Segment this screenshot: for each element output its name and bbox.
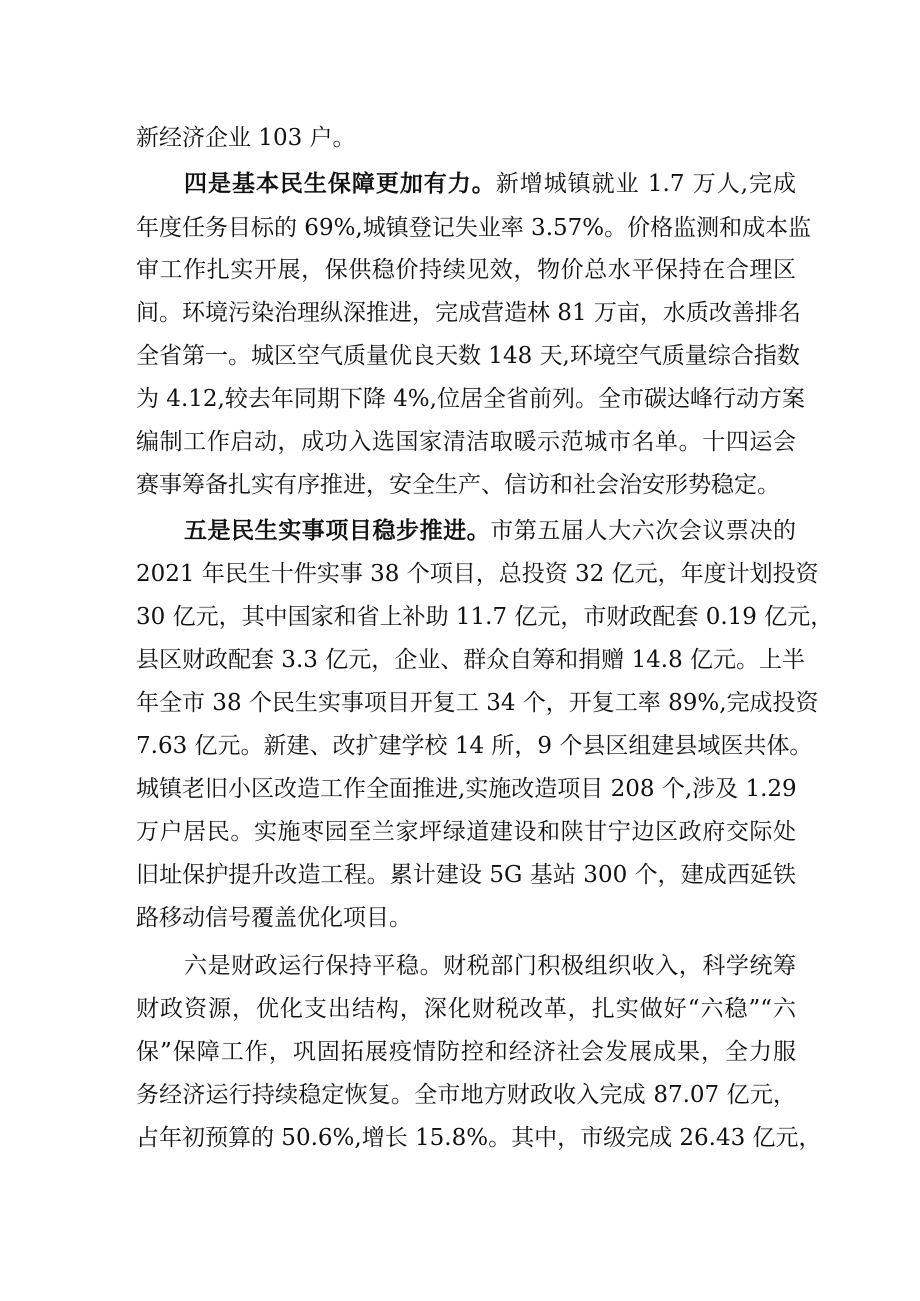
- paragraph-first-line: 六是财政运行保持平稳。财税部门积极组织收入，科学统筹: [184, 953, 796, 979]
- text-line: 赛事筹备扎实有序推进，安全生产、信访和社会治安形势稳定。: [136, 472, 780, 498]
- text-line: 路移动信号覆盖优化项目。: [136, 905, 412, 931]
- text-line: 审工作扎实开展，保供稳价持续见效，物价总水平保持在合理区: [136, 257, 796, 283]
- text-line: 2021 年民生十件实事 38 个项目，总投资 32 亿元，年度计划投资: [136, 561, 819, 587]
- text-line: 财政资源，优化支出结构，深化财税改革，扎实做好“六稳”“六: [136, 996, 796, 1022]
- text-line: 万户居民。实施枣园至兰家坪绿道建设和陕甘宁边区政府交际处: [136, 819, 796, 845]
- text-line: 7.63 亿元。新建、改扩建学校 14 所，9 个县区组建县域医共体。: [136, 733, 813, 759]
- text-line: 旧址保护提升改造工程。累计建设 5G 基站 300 个，建成西延铁: [136, 862, 796, 888]
- text-line: 编制工作启动，成功入选国家清洁取暖示范城市名单。十四运会: [136, 429, 796, 455]
- paragraph-heading-line: 五是民生实事项目稳步推进。市第五届人大六次会议票决的: [184, 517, 797, 544]
- text-line: 保”保障工作，巩固拓展疫情防控和经济社会发展成果，全力服: [136, 1039, 796, 1065]
- paragraph-heading-line: 四是基本民生保障更加有力。新增城镇就业 1.7 万人,完成: [184, 170, 796, 197]
- text-line: 间。环境污染治理纵深推进，完成营造林 81 万亩，水质改善排名: [136, 300, 801, 326]
- text-line: 全省第一。城区空气质量优良天数 148 天,环境空气质量综合指数: [136, 343, 800, 369]
- text-line: 新经济企业 103 户。: [136, 125, 356, 151]
- text-line: 为 4.12,较去年同期下降 4%,位居全省前列。全市碳达峰行动方案: [136, 386, 805, 412]
- text-line: 年度任务目标的 69%,城镇登记失业率 3.57%。价格监测和成本监: [136, 215, 812, 241]
- text-line: 年全市 38 个民生实事项目开复工 34 个，开复工率 89%,完成投资: [136, 690, 819, 716]
- paragraph-heading: 五是民生实事项目稳步推进。: [184, 517, 491, 544]
- text-line: 30 亿元，其中国家和省上补助 11.7 亿元，市财政配套 0.19 亿元，: [136, 604, 834, 630]
- paragraph-heading: 四是基本民生保障更加有力。: [184, 170, 496, 197]
- text-line: 城镇老旧小区改造工作全面推进,实施改造项目 208 个,涉及 1.29: [136, 776, 797, 802]
- text-line: 县区财政配套 3.3 亿元，企业、群众自筹和捐赠 14.8 亿元。上半: [136, 647, 806, 673]
- text-line: 务经济运行持续稳定恢复。全市地方财政收入完成 87.07 亿元，: [136, 1082, 796, 1108]
- text-line: 占年初预算的 50.6%,增长 15.8%。其中，市级完成 26.43 亿元，: [136, 1125, 822, 1151]
